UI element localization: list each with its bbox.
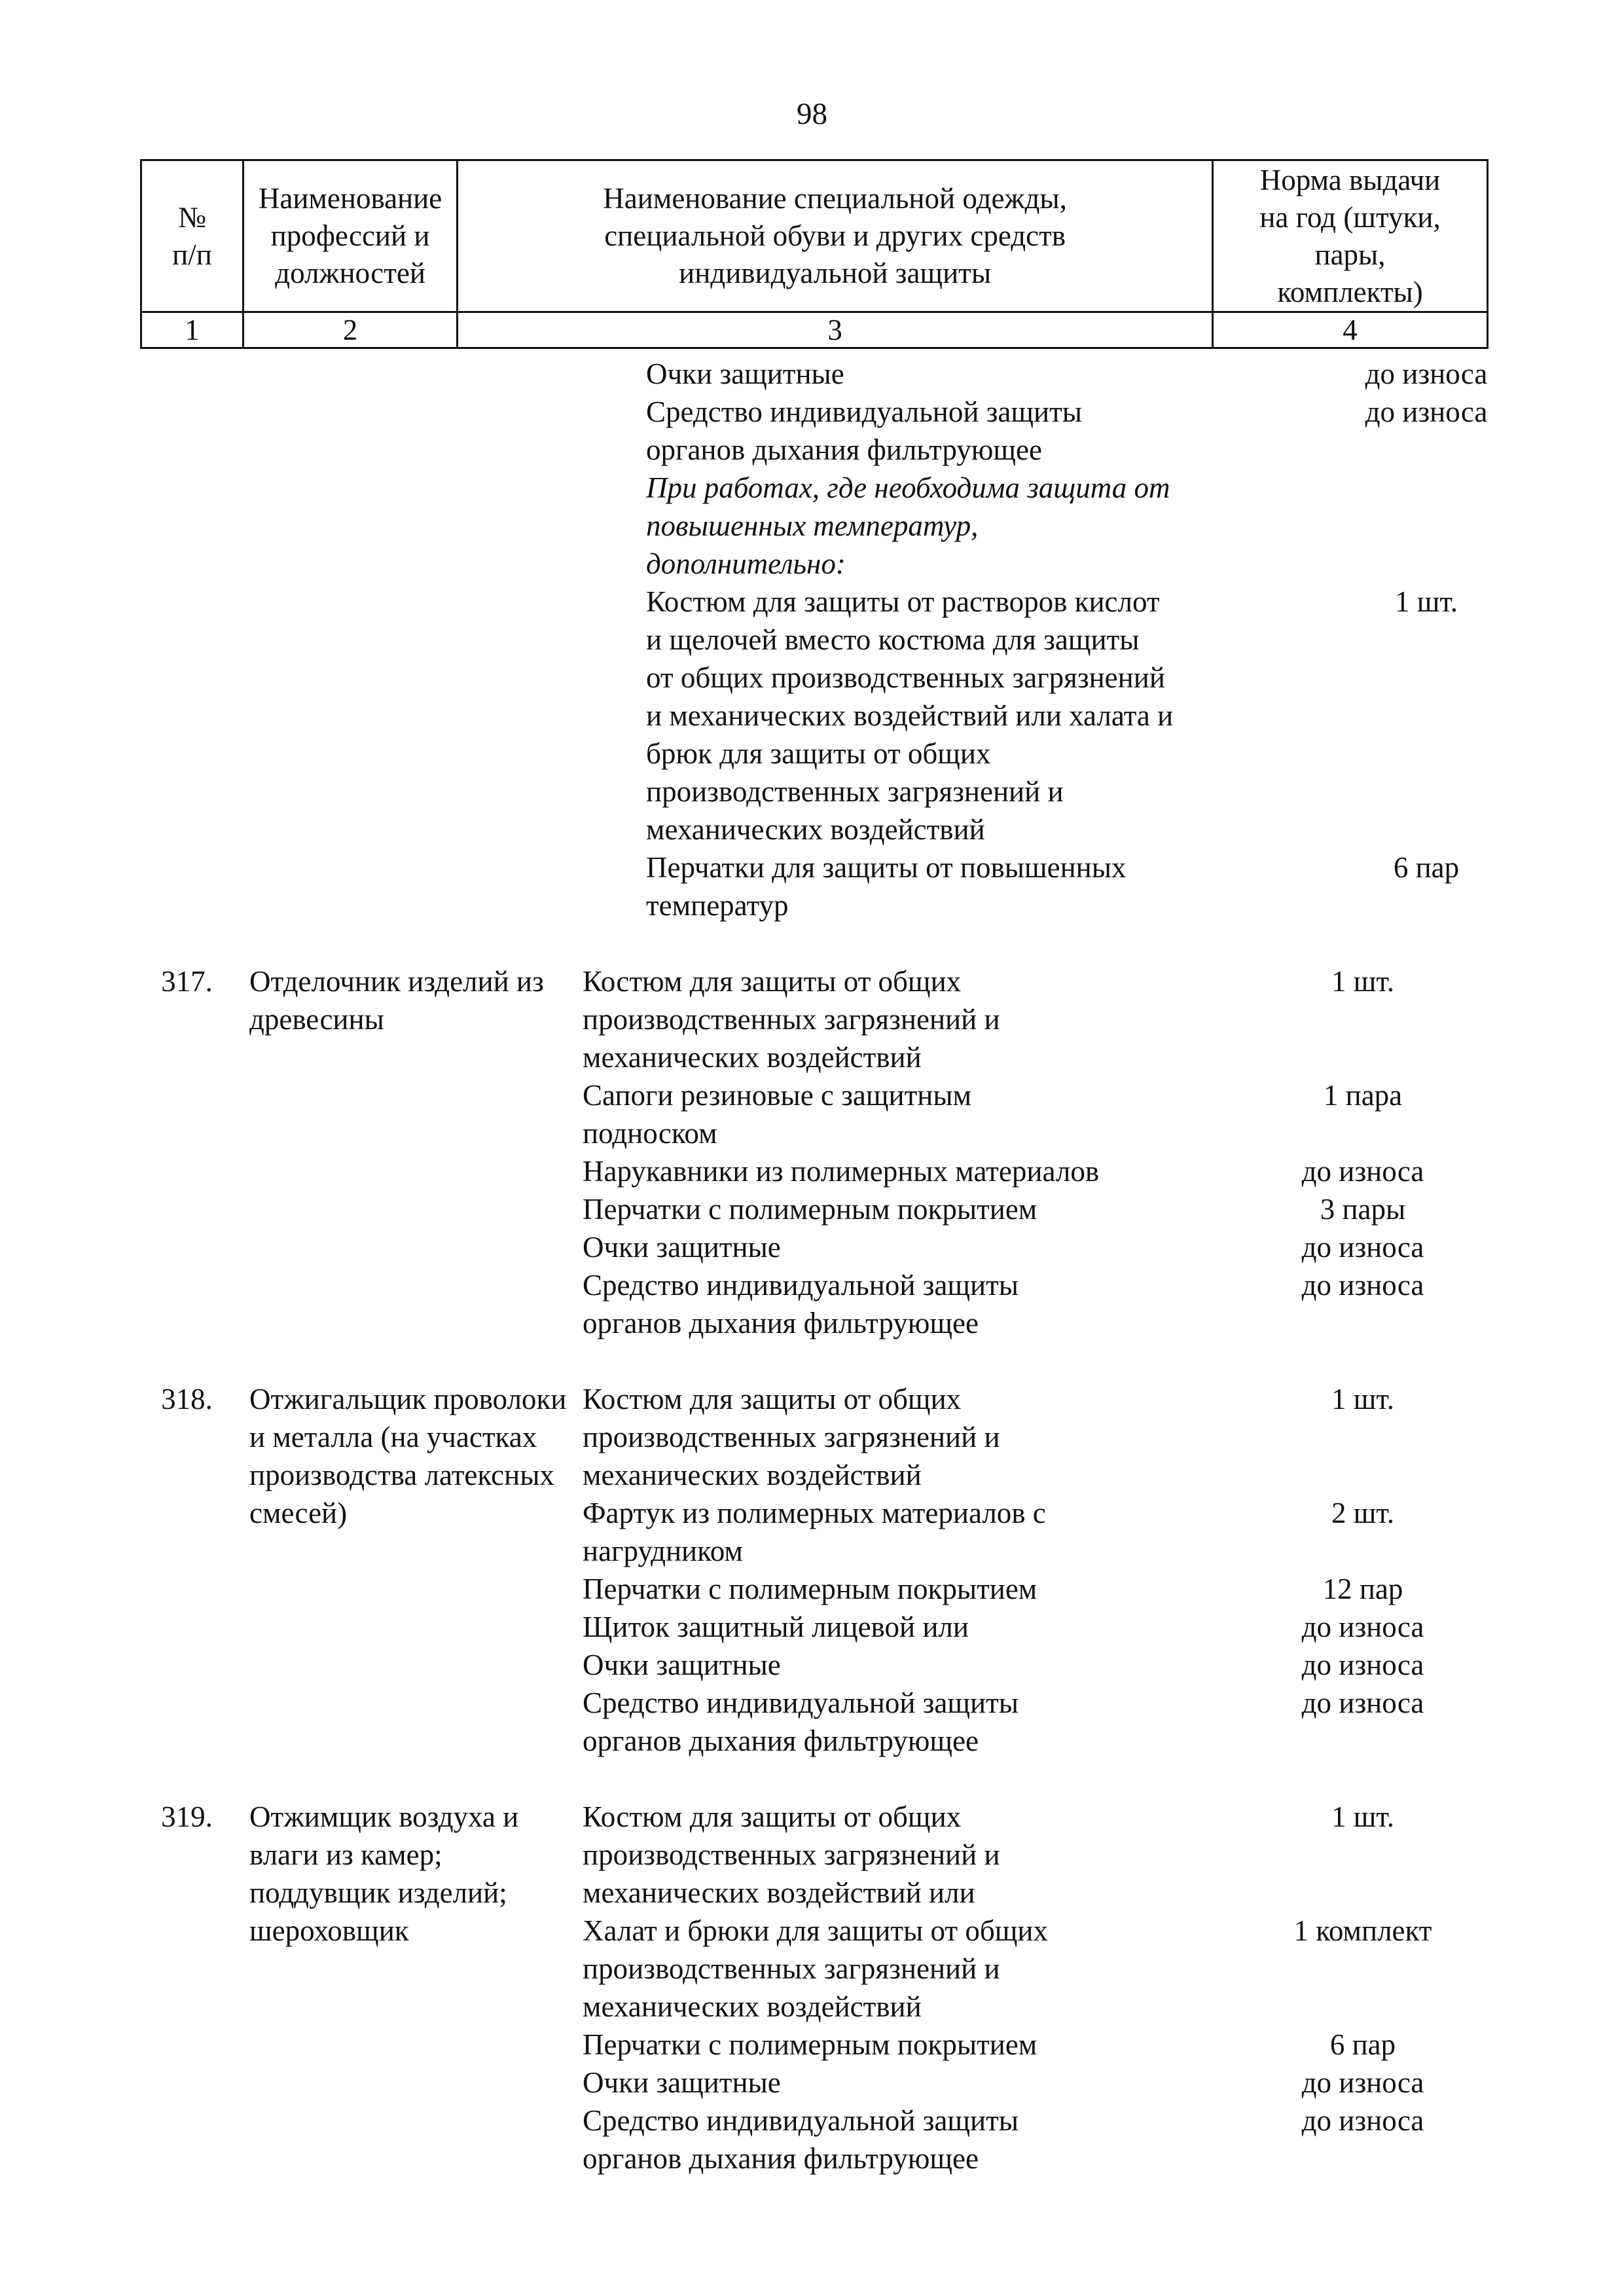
row-items [583,1380,1489,1760]
item-name: Сапоги резиновые с защитным подноском [583,1079,972,1150]
item-name: Нарукавники из полимерных материалов [583,1155,1100,1188]
table-row [140,1380,1489,1760]
list-item [583,1266,1489,1342]
item-norm: 1 пара [1323,1079,1403,1112]
list-item [583,1380,1489,1494]
list-item [583,2026,1489,2064]
item-norm: до износа [1301,2104,1424,2137]
item-norm: до износа [1301,1231,1424,1264]
item-name: Халат и брюки для защиты от общих производственных загрязнений и механических воздействий [583,1914,1048,2023]
table-row [140,962,1489,1342]
header-col-equipment: Наименование специальной одежды, специальной обуви и других средств индивидуальной защиты [458,160,1213,312]
item-norm: 6 пар [1393,851,1460,884]
item-name: Костюм для защиты от растворов кислот и щелочей вместо костюма для защиты от общих производственных загрязнений и механических воздействий или халата и брюк для защиты от общих производственных загрязнений и механических воздействий [646,585,1174,846]
list-item [583,2102,1489,2178]
item-name: Костюм для защиты от общих производственных загрязнений и механических воздействий [583,965,1000,1074]
item-norm: 6 пар [1329,2028,1396,2061]
item-norm [1301,469,1552,583]
item-name: Перчатки с полимерным покрытием [583,1573,1038,1605]
item-norm: 1 комплект [1293,1914,1432,1947]
item-norm: 12 пар [1322,1573,1403,1605]
item-name: Средство индивидуальной защиты органов дыхания фильтрующее [646,395,1083,466]
header-num-1: 1 [141,312,244,348]
list-item [583,1494,1489,1570]
row-profession: Отжимщик воздуха и влаги из камер; поддувщик изделий; шероховщик [249,1800,519,1947]
header-col-norm: Норма выдачи на год (штуки, пары, комплекты) [1213,160,1488,312]
continuation-section [646,355,1489,924]
item-norm: 2 шт. [1331,1497,1394,1529]
row-number: 319. [161,1800,213,1833]
item-name: Очки защитные [583,1231,781,1264]
list-item [583,1798,1489,1912]
list-item [646,355,1489,393]
item-name: Перчатки с полимерным покрытием [583,1193,1038,1226]
list-item [583,1646,1489,1684]
item-name: Фартук из полимерных материалов с нагрудником [583,1497,1046,1567]
row-profession: Отжигальщик проволоки и металла (на участках производства латексных смесей) [249,1383,567,1529]
header-col-profession: Наименование профессий и должностей [243,160,457,312]
header-num-4: 4 [1213,312,1488,348]
item-norm: 1 шт. [1331,965,1394,998]
row-items [583,962,1489,1342]
item-name: Средство индивидуальной защиты органов дыхания фильтрующее [583,2104,1019,2175]
page-number: 98 [797,97,827,131]
list-item [583,1684,1489,1760]
item-name: Средство индивидуальной защиты органов дыхания фильтрующее [583,1269,1019,1339]
item-name: Средство индивидуальной защиты органов дыхания фильтрующее [583,1686,1019,1757]
item-norm: 1 шт. [1331,1800,1394,1833]
item-name-italic-note: При работах, где необходима защита от повышенных температур, дополнительно: [646,471,1170,580]
table-header [140,159,1489,349]
list-item [646,469,1489,583]
row-number: 318. [161,1383,213,1415]
item-norm: до износа [1301,1649,1424,1681]
item-norm: до износа [1301,1155,1424,1188]
item-norm: 1 шт. [1331,1383,1394,1415]
item-name: Костюм для защиты от общих производственных загрязнений и механических воздействий или [583,1800,1000,1909]
item-name: Щиток защитный лицевой или [583,1611,969,1643]
item-norm: до износа [1301,1269,1424,1302]
item-name: Перчатки для защиты от повышенных температур [646,851,1127,922]
list-item [583,1190,1489,1228]
table-body [140,355,1489,2178]
item-norm: до износа [1301,1686,1424,1719]
list-item [583,1152,1489,1190]
item-norm: 1 шт. [1395,585,1458,618]
item-name: Очки защитные [583,2066,781,2099]
list-item [646,583,1489,848]
list-item [583,1228,1489,1266]
row-items [583,1798,1489,2178]
item-norm: 3 пары [1320,1193,1406,1226]
list-item [646,848,1489,924]
list-item [583,1608,1489,1646]
item-name: Очки защитные [583,1649,781,1681]
item-norm: до износа [1365,395,1488,428]
item-name: Перчатки с полимерным покрытием [583,2028,1038,2061]
row-number: 317. [161,965,213,998]
item-norm: до износа [1365,357,1488,390]
header-num-2: 2 [243,312,457,348]
row-profession: Отделочник изделий из древесины [249,965,544,1036]
table-row [140,1798,1489,2178]
list-item [583,1912,1489,2026]
list-item [583,1570,1489,1608]
list-item [583,962,1489,1076]
item-norm: до износа [1301,1611,1424,1643]
header-col-number: № п/п [141,160,244,312]
item-norm: до износа [1301,2066,1424,2099]
list-item [646,393,1489,469]
list-item [583,2064,1489,2102]
header-num-3: 3 [458,312,1213,348]
item-name: Костюм для защиты от общих производственных загрязнений и механических воздействий [583,1383,1000,1491]
list-item [583,1076,1489,1152]
item-name: Очки защитные [646,357,844,390]
